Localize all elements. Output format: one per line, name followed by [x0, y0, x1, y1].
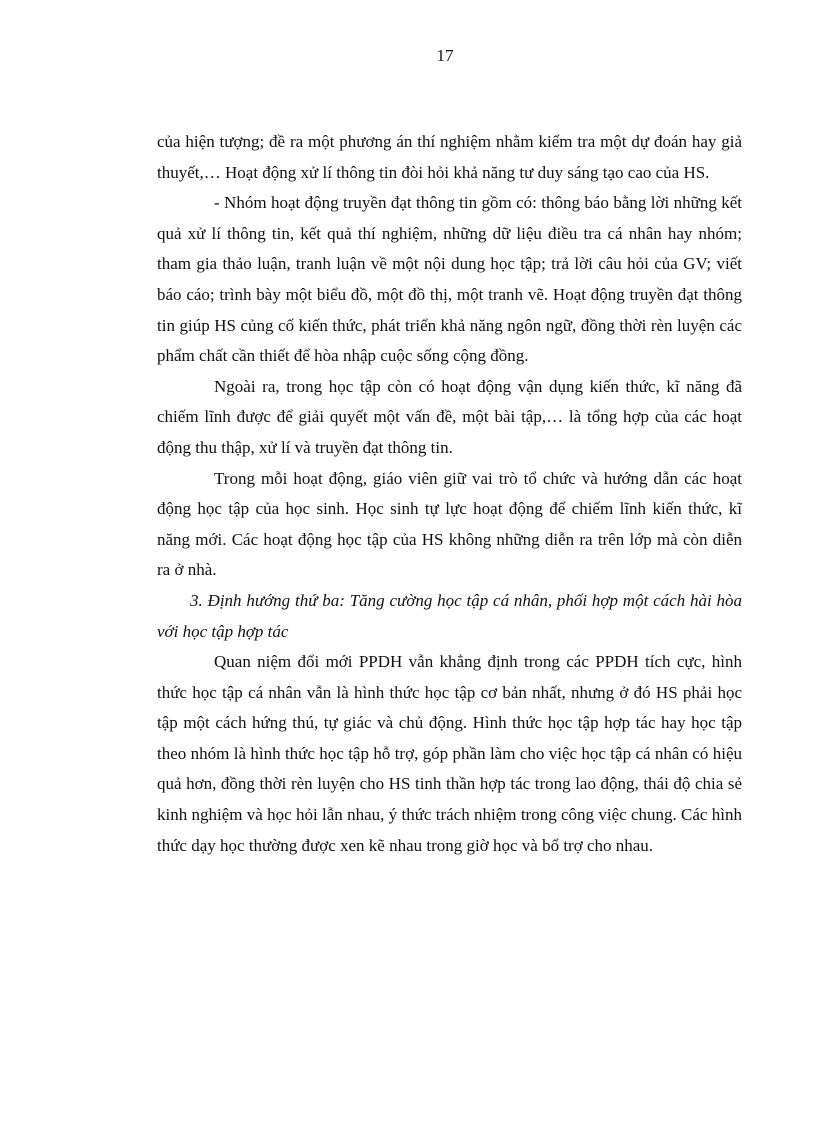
paragraph-applying-knowledge: Ngoài ra, trong học tập còn có hoạt động vận dụng kiến thức, kĩ năng đã chiếm lĩnh được để giải quyết một vấn đề, một bài tập,… là tổng hợp của các hoạt động thu thập, xử lí và truyền đạt thông tin.: [157, 376, 742, 457]
paragraph-continuation: của hiện tượng; đề ra một phương án thí nghiệm nhằm kiểm tra một dự đoán hay giả thuyết,… Hoạt động xử lí thông tin đòi hỏi khả năng tư duy sáng tạo cao của HS.: [157, 132, 742, 182]
section-heading-third-orientation: 3. Định hướng thứ ba: Tăng cường học tập cá nhân, phối hợp một cách hài hòa với học tập hợp tác: [157, 590, 742, 641]
paragraph-individual-cooperative-learning: Quan niệm đổi mới PPDH vẫn khẳng định trong các PPDH tích cực, hình thức học tập cá nhân vẫn là hình thức học tập cơ bản nhất, nhưng ở đó HS phải học tập một cách hứng thú, tự giác và chủ động. Hình thức học tập hợp tác hay học tập theo nhóm là hình thức học tập hỗ trợ, góp phần làm cho việc học tập cá nhân có hiệu quả hơn, đồng thời rèn luyện cho HS tinh thần hợp tác trong lao động, thái độ chia sẻ kinh nghiệm và học hỏi lẫn nhau, ý thức trách nhiệm trong công việc chung. Các hình thức dạy học thường được xen kẽ nhau trong giờ học và bổ trợ cho nhau.: [157, 652, 742, 855]
page-number: 17: [436, 46, 454, 65]
page-body: [157, 127, 742, 861]
paragraph-teacher-role: Trong mỗi hoạt động, giáo viên giữ vai trò tổ chức và hướng dẫn các hoạt động học tập của học sinh. Học sinh tự lực hoạt động để chiếm lĩnh kiến thức, kĩ năng mới. Các hoạt động học tập của HS không những diễn ra trên lớp mà còn diễn ra ở nhà.: [157, 468, 742, 580]
paragraph-communication-activities: - Nhóm hoạt động truyền đạt thông tin gồm có: thông báo bằng lời những kết quả xử lí thông tin, kết quả thí nghiệm, những dữ liệu điều tra cá nhân hay nhóm; tham gia thảo luận, tranh luận về một nội dung học tập; trả lời câu hỏi của GV; viết báo cáo; trình bày một biểu đồ, một đồ thị, một tranh vẽ. Hoạt động truyền đạt thông tin giúp HS củng cố kiến thức, phát triển khả năng ngôn ngữ, đồng thời rèn luyện các phẩm chất cần thiết để hòa nhập cuộc sống cộng đồng.: [157, 193, 742, 366]
